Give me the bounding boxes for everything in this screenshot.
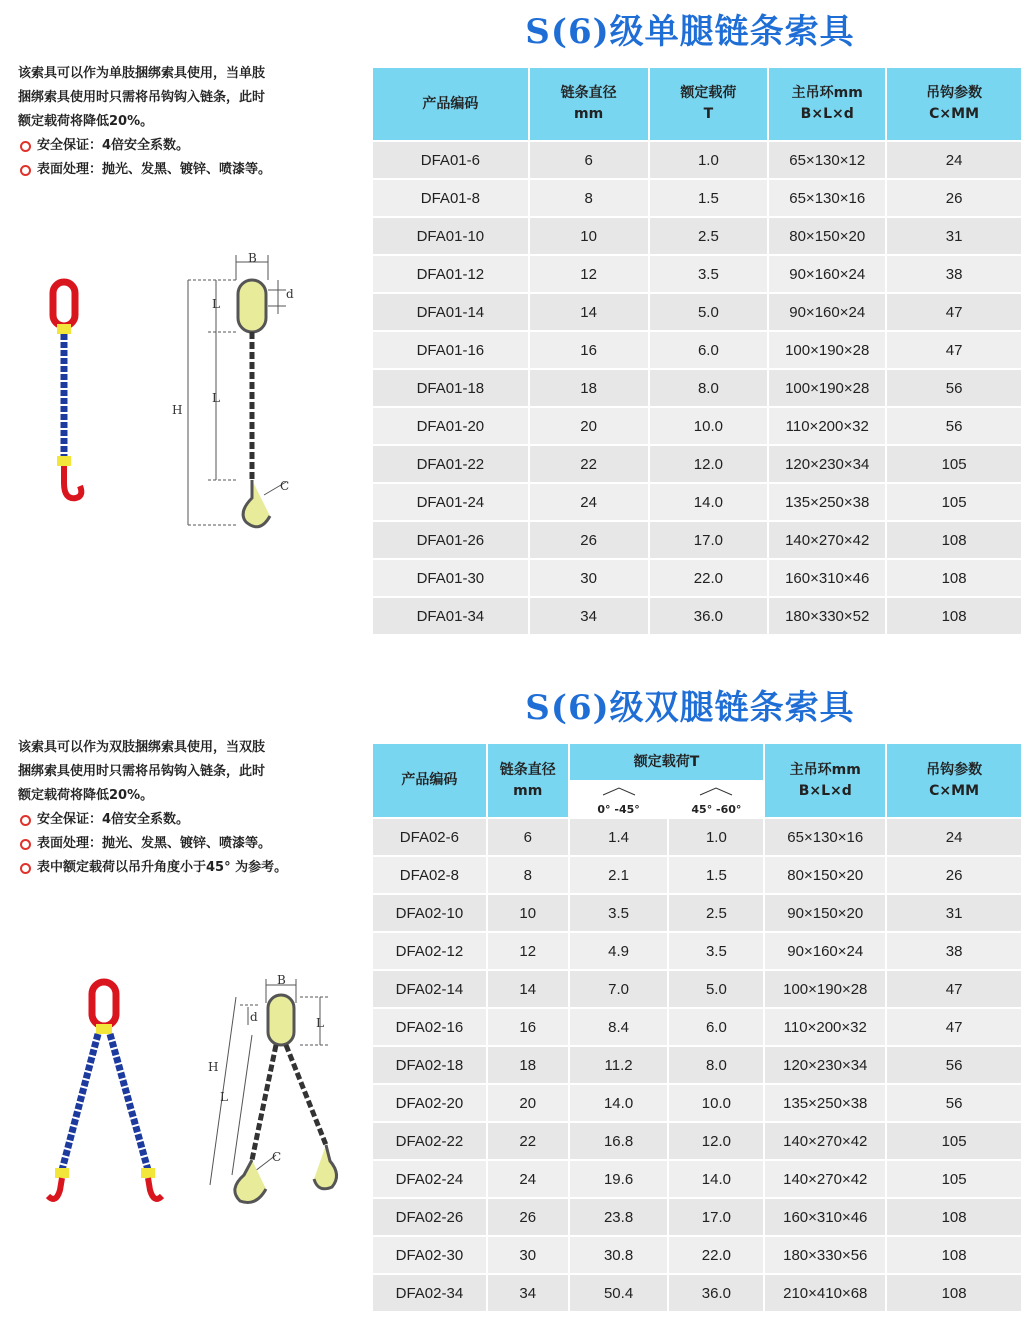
col-header-angle-low: 0° -45°	[569, 781, 669, 818]
table-cell: 1.0	[649, 141, 769, 179]
table-cell: 17.0	[649, 521, 769, 559]
col-header-ring: 主吊环mm B×L×d	[764, 744, 886, 818]
table-cell: 140×270×42	[764, 1160, 886, 1198]
table-cell: DFA01-14	[373, 293, 529, 331]
table-cell: 12.0	[649, 445, 769, 483]
double-leg-description	[18, 736, 368, 880]
table-row	[373, 521, 1022, 559]
table-cell: 30	[529, 559, 649, 597]
table-cell: DFA01-6	[373, 141, 529, 179]
col-header-hook: 吊钩参数 C×MM	[886, 744, 1022, 818]
table-cell: 100×190×28	[764, 970, 886, 1008]
table-cell: 24	[529, 483, 649, 521]
table-row	[373, 445, 1022, 483]
svg-text:L: L	[316, 1016, 324, 1030]
table-cell: 135×250×38	[764, 1084, 886, 1122]
table-cell: 140×270×42	[768, 521, 886, 559]
table-cell: 108	[886, 1236, 1022, 1274]
table-cell: 108	[886, 1198, 1022, 1236]
bullet-safety: 安全保证：4倍安全系数。	[18, 808, 368, 832]
table-cell: 22.0	[649, 559, 769, 597]
table-cell: 2.5	[649, 217, 769, 255]
table-cell: 14	[529, 293, 649, 331]
table-row	[373, 407, 1022, 445]
table-cell: 14.0	[649, 483, 769, 521]
table-cell: 26	[529, 521, 649, 559]
table-cell: 8	[487, 856, 569, 894]
table-cell: 56	[886, 407, 1022, 445]
bullet-surface: 表面处理：抛光、发黑、镀锌、喷漆等。	[18, 832, 368, 856]
table-row	[373, 369, 1022, 407]
table-cell: 17.0	[668, 1198, 764, 1236]
bullet-ring-icon	[20, 165, 31, 176]
table-cell: DFA02-22	[373, 1122, 487, 1160]
table-cell: 34	[487, 1274, 569, 1312]
table-cell: DFA02-8	[373, 856, 487, 894]
table-cell: 34	[529, 597, 649, 635]
table-cell: DFA01-34	[373, 597, 529, 635]
table-cell: 110×200×32	[768, 407, 886, 445]
table-cell: 47	[886, 293, 1022, 331]
table-cell: 120×230×34	[764, 1046, 886, 1084]
col-header-hook: 吊钩参数 C×MM	[886, 68, 1022, 141]
table-cell: DFA02-12	[373, 932, 487, 970]
svg-text:L: L	[212, 391, 220, 405]
table-cell: 47	[886, 331, 1022, 369]
desc-line: 该索具可以作为单肢捆绑索具使用，当单肢	[18, 66, 266, 81]
table-cell: 160×310×46	[768, 559, 886, 597]
table-cell: DFA01-30	[373, 559, 529, 597]
table-cell: 26	[886, 856, 1022, 894]
table-cell: 8.4	[569, 1008, 669, 1046]
table-cell: 10	[529, 217, 649, 255]
table-cell: 3.5	[668, 932, 764, 970]
angle-icon	[599, 786, 639, 796]
table-row	[373, 331, 1022, 369]
double-leg-sling-image	[40, 978, 170, 1208]
table-cell: 26	[487, 1198, 569, 1236]
table-cell: 36.0	[668, 1274, 764, 1312]
single-leg-dimension-diagram	[168, 250, 308, 540]
single-leg-title: S(6)级单腿链条索具	[525, 12, 855, 52]
bullet-ring-icon	[20, 815, 31, 826]
table-row	[373, 1236, 1022, 1274]
svg-text:C: C	[280, 479, 290, 493]
table-cell: DFA01-24	[373, 483, 529, 521]
table-cell: 6	[487, 818, 569, 856]
table-cell: 22.0	[668, 1236, 764, 1274]
table-row	[373, 932, 1022, 970]
table-cell: DFA01-22	[373, 445, 529, 483]
desc-line: 额定载荷将降低20%。	[18, 114, 154, 129]
table-row	[373, 1160, 1022, 1198]
table-cell: 80×150×20	[764, 856, 886, 894]
table-cell: 12	[487, 932, 569, 970]
col-header-code: 产品编码	[373, 68, 529, 141]
table-cell: 120×230×34	[768, 445, 886, 483]
table-cell: 90×160×24	[764, 932, 886, 970]
table-cell: 105	[886, 445, 1022, 483]
double-leg-dimension-diagram	[180, 975, 360, 1215]
table-cell: 2.1	[569, 856, 669, 894]
table-cell: 19.6	[569, 1160, 669, 1198]
table-cell: DFA02-20	[373, 1084, 487, 1122]
table-cell: 8	[529, 179, 649, 217]
table-row	[373, 1198, 1022, 1236]
table-cell: 90×160×24	[768, 255, 886, 293]
table-cell: 1.5	[649, 179, 769, 217]
table-row	[373, 293, 1022, 331]
col-header-ring: 主吊环mm B×L×d	[768, 68, 886, 141]
table-cell: 8.0	[668, 1046, 764, 1084]
table-cell: 65×130×16	[764, 818, 886, 856]
table-cell: 30	[487, 1236, 569, 1274]
table-cell: 56	[886, 1084, 1022, 1122]
table-row	[373, 970, 1022, 1008]
table-row	[373, 1084, 1022, 1122]
svg-text:d: d	[250, 1010, 258, 1024]
bullet-ring-icon	[20, 863, 31, 874]
col-header-angle-high: 45° -60°	[668, 781, 764, 818]
table-cell: 10	[487, 894, 569, 932]
table-cell: 108	[886, 597, 1022, 635]
table-cell: 110×200×32	[764, 1008, 886, 1046]
table-cell: 8.0	[649, 369, 769, 407]
table-cell: 105	[886, 1160, 1022, 1198]
table-cell: 18	[529, 369, 649, 407]
table-cell: 18	[487, 1046, 569, 1084]
table-cell: 38	[886, 932, 1022, 970]
bullet-angle-note: 表中额定载荷以吊升角度小于45° 为参考。	[18, 856, 368, 880]
table-cell: 14.0	[668, 1160, 764, 1198]
bullet-ring-icon	[20, 839, 31, 850]
table-cell: DFA02-26	[373, 1198, 487, 1236]
table-cell: 65×130×16	[768, 179, 886, 217]
table-cell: 11.2	[569, 1046, 669, 1084]
table-row	[373, 483, 1022, 521]
table-cell: 20	[529, 407, 649, 445]
table-cell: 36.0	[649, 597, 769, 635]
table-cell: 140×270×42	[764, 1122, 886, 1160]
table-cell: DFA02-16	[373, 1008, 487, 1046]
double-leg-spec-table	[373, 744, 1023, 1313]
table-cell: 108	[886, 559, 1022, 597]
table-cell: 80×150×20	[768, 217, 886, 255]
desc-line: 捆绑索具使用时只需将吊钩钩入链条，此时	[18, 90, 266, 105]
table-cell: 20	[487, 1084, 569, 1122]
col-header-diameter: 链条直径 mm	[487, 744, 569, 818]
single-leg-section	[0, 0, 1032, 650]
single-leg-description	[18, 62, 368, 182]
table-cell: 47	[886, 1008, 1022, 1046]
table-cell: 24	[886, 141, 1022, 179]
table-cell: 135×250×38	[768, 483, 886, 521]
table-row	[373, 856, 1022, 894]
table-row	[373, 1008, 1022, 1046]
table-cell: 1.4	[569, 818, 669, 856]
desc-line: 该索具可以作为双肢捆绑索具使用，当双肢	[18, 740, 266, 755]
desc-line: 额定载荷将降低20%。	[18, 788, 154, 803]
table-cell: 3.5	[569, 894, 669, 932]
table-row	[373, 141, 1022, 179]
svg-text:B: B	[277, 975, 286, 987]
table-cell: 108	[886, 1274, 1022, 1312]
table-cell: DFA01-18	[373, 369, 529, 407]
svg-text:d: d	[286, 287, 294, 301]
svg-text:B: B	[248, 251, 257, 265]
table-cell: 31	[886, 894, 1022, 932]
table-cell: 210×410×68	[764, 1274, 886, 1312]
table-cell: 31	[886, 217, 1022, 255]
table-cell: 5.0	[649, 293, 769, 331]
double-leg-title: S(6)级双腿链条索具	[525, 688, 855, 728]
table-row	[373, 1046, 1022, 1084]
table-cell: 22	[529, 445, 649, 483]
table-cell: 56	[886, 369, 1022, 407]
table-cell: 16.8	[569, 1122, 669, 1160]
table-cell: 90×160×24	[768, 293, 886, 331]
table-cell: 22	[487, 1122, 569, 1160]
table-cell: 3.5	[649, 255, 769, 293]
table-cell: 2.5	[668, 894, 764, 932]
table-cell: 160×310×46	[764, 1198, 886, 1236]
bullet-safety: 安全保证：4倍安全系数。	[18, 134, 368, 158]
table-cell: 12	[529, 255, 649, 293]
table-cell: 65×130×12	[768, 141, 886, 179]
table-cell: DFA02-24	[373, 1160, 487, 1198]
table-cell: 1.0	[668, 818, 764, 856]
table-cell: 90×150×20	[764, 894, 886, 932]
table-cell: DFA02-18	[373, 1046, 487, 1084]
table-cell: 180×330×52	[768, 597, 886, 635]
angle-icon	[696, 786, 736, 796]
table-cell: 14	[487, 970, 569, 1008]
svg-text:L: L	[212, 297, 220, 311]
double-leg-section	[0, 670, 1032, 1317]
table-cell: 1.5	[668, 856, 764, 894]
desc-line: 捆绑索具使用时只需将吊钩钩入链条，此时	[18, 764, 266, 779]
table-cell: 50.4	[569, 1274, 669, 1312]
table-cell: DFA01-10	[373, 217, 529, 255]
table-header-row	[373, 68, 1022, 141]
single-leg-sling-image	[40, 278, 100, 518]
table-cell: 14.0	[569, 1084, 669, 1122]
svg-text:H: H	[208, 1060, 219, 1074]
table-cell: 16	[487, 1008, 569, 1046]
table-cell: 24	[886, 818, 1022, 856]
bullet-surface: 表面处理：抛光、发黑、镀锌、喷漆等。	[18, 158, 368, 182]
table-cell: 6.0	[649, 331, 769, 369]
table-cell: 4.9	[569, 932, 669, 970]
table-row	[373, 894, 1022, 932]
table-cell: DFA01-20	[373, 407, 529, 445]
table-cell: 100×190×28	[768, 369, 886, 407]
table-cell: 7.0	[569, 970, 669, 1008]
svg-text:C: C	[272, 1150, 282, 1164]
table-cell: 47	[886, 970, 1022, 1008]
table-row	[373, 597, 1022, 635]
table-cell: 26	[886, 179, 1022, 217]
table-cell: 180×330×56	[764, 1236, 886, 1274]
table-cell: DFA01-16	[373, 331, 529, 369]
table-cell: 105	[886, 483, 1022, 521]
table-cell: DFA01-26	[373, 521, 529, 559]
table-cell: DFA02-34	[373, 1274, 487, 1312]
table-cell: 16	[529, 331, 649, 369]
table-cell: DFA01-8	[373, 179, 529, 217]
col-header-load: 额定载荷 T	[649, 68, 769, 141]
table-cell: 38	[886, 255, 1022, 293]
table-row	[373, 255, 1022, 293]
table-cell: 10.0	[668, 1084, 764, 1122]
table-cell: 56	[886, 1046, 1022, 1084]
table-row	[373, 559, 1022, 597]
table-row	[373, 1122, 1022, 1160]
table-cell: 6	[529, 141, 649, 179]
table-cell: DFA02-6	[373, 818, 487, 856]
svg-text:L: L	[220, 1090, 228, 1104]
svg-text:H: H	[172, 403, 183, 417]
table-row	[373, 1274, 1022, 1312]
table-cell: 24	[487, 1160, 569, 1198]
table-cell: 6.0	[668, 1008, 764, 1046]
table-cell: DFA01-12	[373, 255, 529, 293]
table-cell: 12.0	[668, 1122, 764, 1160]
table-header-row	[373, 744, 1022, 781]
table-cell: 105	[886, 1122, 1022, 1160]
table-row	[373, 217, 1022, 255]
col-header-diameter: 链条直径 mm	[529, 68, 649, 141]
table-row	[373, 179, 1022, 217]
table-cell: 108	[886, 521, 1022, 559]
table-cell: 10.0	[649, 407, 769, 445]
table-row	[373, 818, 1022, 856]
table-cell: 23.8	[569, 1198, 669, 1236]
table-cell: DFA02-30	[373, 1236, 487, 1274]
col-header-code: 产品编码	[373, 744, 487, 818]
table-cell: DFA02-10	[373, 894, 487, 932]
single-leg-spec-table	[373, 68, 1023, 636]
table-cell: 100×190×28	[768, 331, 886, 369]
col-header-load: 额定载荷T	[569, 744, 765, 781]
table-cell: 30.8	[569, 1236, 669, 1274]
table-cell: 5.0	[668, 970, 764, 1008]
bullet-ring-icon	[20, 141, 31, 152]
table-cell: DFA02-14	[373, 970, 487, 1008]
